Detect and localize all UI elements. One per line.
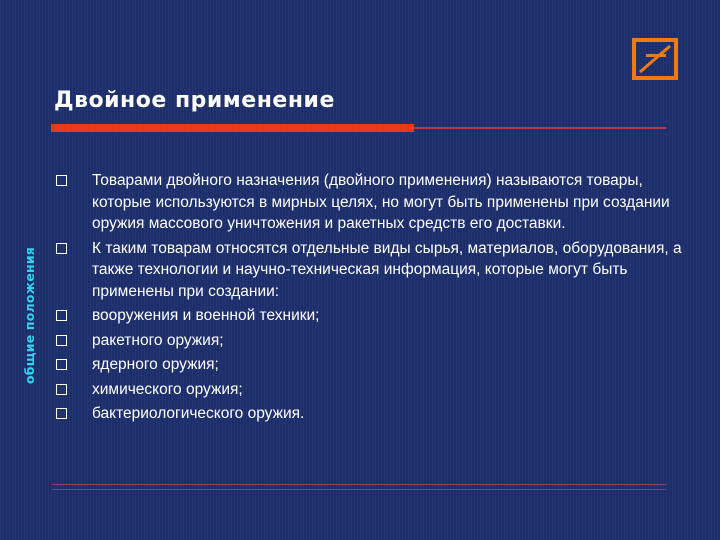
bullet-text: ядерного оружия; [92, 356, 219, 373]
list-item [56, 403, 696, 425]
bullet-text: ракетного оружия; [92, 331, 224, 349]
square-bullet-icon [56, 335, 67, 346]
logo-frame-icon [632, 38, 678, 80]
bullet-text: бактериологического оружия. [92, 405, 305, 422]
list-item [56, 354, 696, 376]
bullet-text: Товарами двойного назначения (двойного применения) называются товары, которые используются в мирных целях, но могут быть применены при создании оружия массового уничтожения и ракетных средств его доставки. [92, 172, 670, 232]
footer-rule-top [52, 484, 666, 485]
list-item [56, 238, 696, 303]
square-bullet-icon [56, 408, 67, 419]
square-bullet-icon [56, 243, 67, 254]
bullet-list [56, 170, 696, 428]
footer-rule-bottom [52, 489, 666, 490]
square-bullet-icon [56, 359, 67, 370]
bullet-text: К таким товарам относятся отдельные виды сырья, материалов, оборудования, а также технологии и научно-техническая информация, которые могут быть применены при создании: [92, 239, 682, 300]
list-item [56, 170, 696, 235]
bullet-text: вооружения и военной техники; [92, 307, 320, 324]
title-rule-line [414, 127, 666, 129]
list-item [56, 379, 696, 401]
list-item [56, 330, 696, 352]
square-bullet-icon [56, 175, 67, 186]
title-accent-bar [51, 124, 414, 132]
slide-title: Двойное применение [54, 88, 335, 113]
square-bullet-icon [56, 384, 67, 395]
bullet-text: химического оружия; [92, 380, 243, 398]
list-item [56, 305, 696, 327]
square-bullet-icon [56, 310, 67, 321]
side-section-label: общие положения [22, 246, 37, 384]
